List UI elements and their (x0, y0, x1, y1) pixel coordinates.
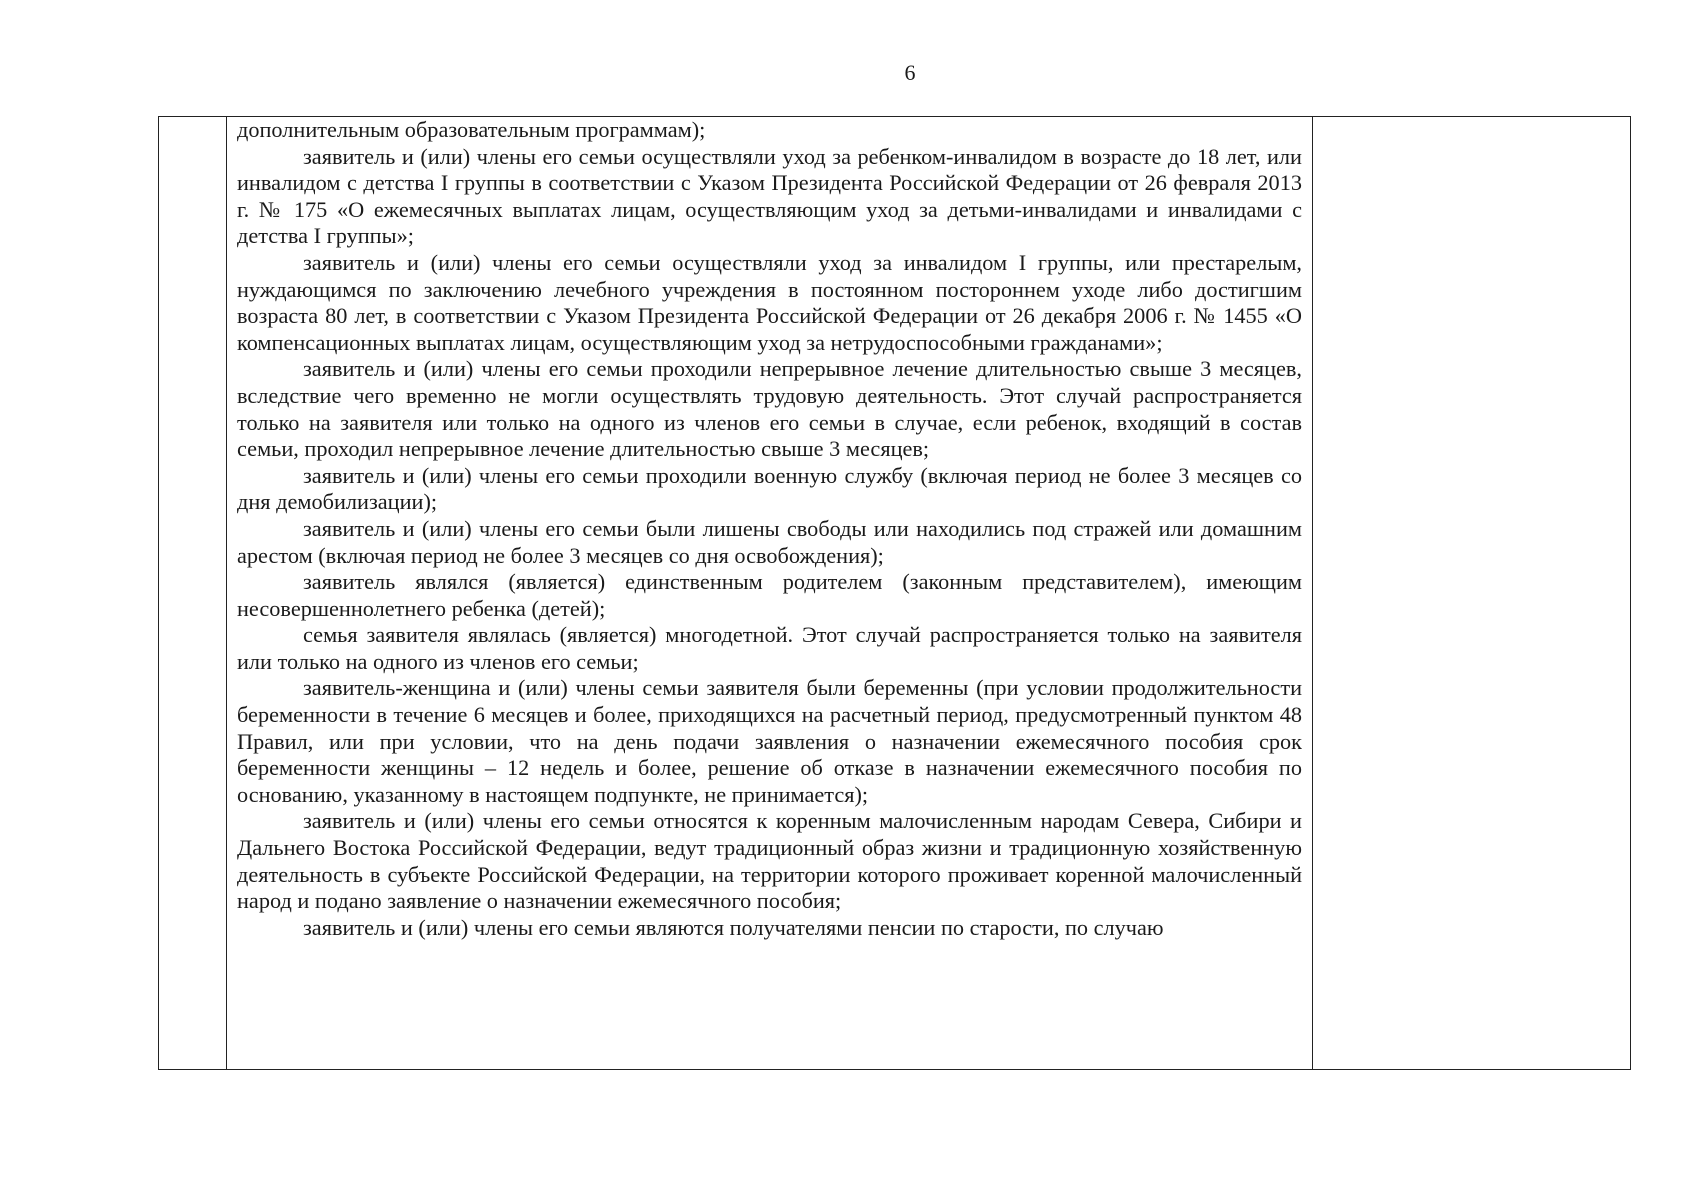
table-cell-content (227, 117, 1313, 1070)
table-cell-notes-column (1313, 117, 1631, 1070)
paragraph: заявитель и (или) члены его семьи осуществляли уход за инвалидом I группы, или престарелым, нуждающимся по заключению лечебного учреждения в постоянном постороннем уходе либо достигшим возраста 80 лет, в соответствии с Указом Президента Российской Федерации от 26 декабря 2006 г. № 1455 «О компенсационных выплатах лицам, осуществляющим уход за нетрудоспособными гражданами»; (237, 249, 1302, 355)
paragraph: заявитель-женщина и (или) члены семьи заявителя были беременны (при условии продолжительности беременности в течение 6 месяцев и более, приходящихся на расчетный период, предусмотренный пунктом 48 Правил, или при условии, что на день подачи заявления о назначении ежемесячного пособия срок беременности женщины – 12 недель и более, решение об отказе в назначении ежемесячного пособия по основанию, указанному в настоящем подпункте, не принимается); (237, 675, 1302, 807)
paragraph: заявитель и (или) члены его семьи проходили военную службу (включая период не более 3 месяцев со дня демобилизации); (237, 462, 1302, 515)
document-table (158, 116, 1631, 1070)
paragraph: заявитель и (или) члены его семьи являются получателями пенсии по старости, по случаю (303, 914, 1164, 940)
paragraph: заявитель и (или) члены его семьи были лишены свободы или находились под стражей или домашним арестом (включая период не более 3 месяцев со дня освобождения); (237, 515, 1302, 568)
table-row (159, 117, 1631, 1070)
paragraph: дополнительным образовательным программам); (237, 117, 706, 142)
table-cell-number-column (159, 117, 227, 1070)
paragraph: заявитель и (или) члены его семьи проходили непрерывное лечение длительностью свыше 3 месяцев, вследствие чего временно не могли осуществлять трудовую деятельность. Этот случай распространяется только на заявителя или только на одного из членов его семьи в случае, если ребенок, входящий в состав семьи, проходил непрерывное лечение длительностью свыше 3 месяцев; (237, 356, 1302, 462)
paragraph: заявитель и (или) члены его семьи относятся к коренным малочисленным народам Севера, Сибири и Дальнего Востока Российской Федерации, ведут традиционный образ жизни и традиционную хозяйственную деятельность в субъекте Российской Федерации, на территории которого проживает коренной малочисленный народ и подано заявление о назначении ежемесячного пособия; (237, 808, 1302, 914)
paragraph: семья заявителя являлась (является) многодетной. Этот случай распространяется только на заявителя или только на одного из членов его семьи; (237, 622, 1302, 674)
paragraph: заявитель и (или) члены его семьи осуществляли уход за ребенком-инвалидом в возрасте до 18 лет, или инвалидом с детства I группы в соответствии с Указом Президента Российской Федерации от 26 февраля 2013 г. № 175 «О ежемесячных выплатах лицам, осуществляющим уход за детьми-инвалидами и инвалидами с детства I группы»; (237, 143, 1302, 249)
paragraph: заявитель являлся (является) единственным родителем (законным представителем), имеющим несовершеннолетнего ребенка (детей); (237, 569, 1302, 621)
page-number: 6 (904, 60, 916, 85)
